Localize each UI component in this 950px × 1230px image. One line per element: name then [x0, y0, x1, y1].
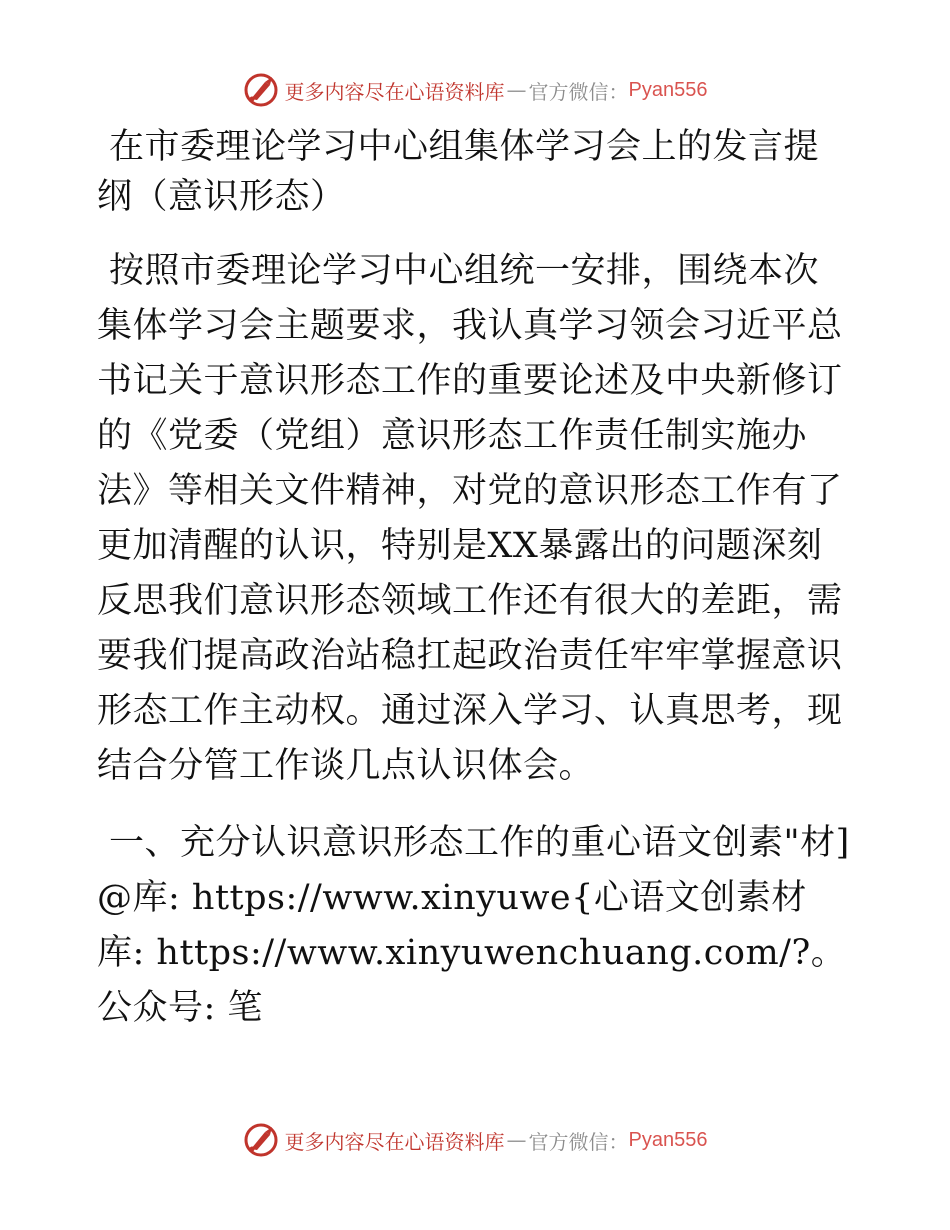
banner-wechat-label: 官方微信： — [528, 79, 629, 104]
banner-wechat-id: Pyan556 — [628, 78, 708, 101]
banner-dash: — — [506, 78, 527, 102]
intro-paragraph: 按照市委理论学习中心组统一安排，围绕本次集体学习会主题要求，我认真学习领会习近平总书记关于意识形态工作的重要论述及中央新修订的《党委（党组）意识形态工作责任制实施办法》等相关文件精神，对党的意识形态工作有了更加清醒的认识，特别是XX暴露出的问题深刻反思我们意识形态领域工作还有很大的差距，需要我们提高政治站稳扛起政治责任牢牢掌握意识形态工作主动权。通过深入学习、认真思考，现结合分管工作谈几点认识体会。 — [97, 251, 843, 786]
banner-wechat-label: 官方微信： — [528, 1129, 629, 1154]
quill-pen-circle-icon — [243, 72, 279, 108]
header-watermark-banner — [0, 72, 950, 108]
banner-wechat-id: Pyan556 — [628, 1128, 708, 1151]
quill-pen-circle-icon — [243, 1122, 279, 1158]
document-title: 在市委理论学习中心组集体学习会上的发言提纲（意识形态） — [97, 127, 820, 217]
banner-text: 更多内容尽在心语资料库 — [284, 79, 505, 104]
footer-watermark-banner — [0, 1122, 950, 1158]
banner-text: 更多内容尽在心语资料库 — [284, 1129, 505, 1154]
document-body — [97, 122, 853, 1036]
banner-dash: — — [506, 1128, 527, 1152]
section-1-heading: 一、充分认识意识形态工作的重心语文创素"材]@库: https://www.xinyuwe{心语文创素材库: https://www.xinyuwenchuang.com/?。公众号: 笔 — [97, 823, 850, 1028]
